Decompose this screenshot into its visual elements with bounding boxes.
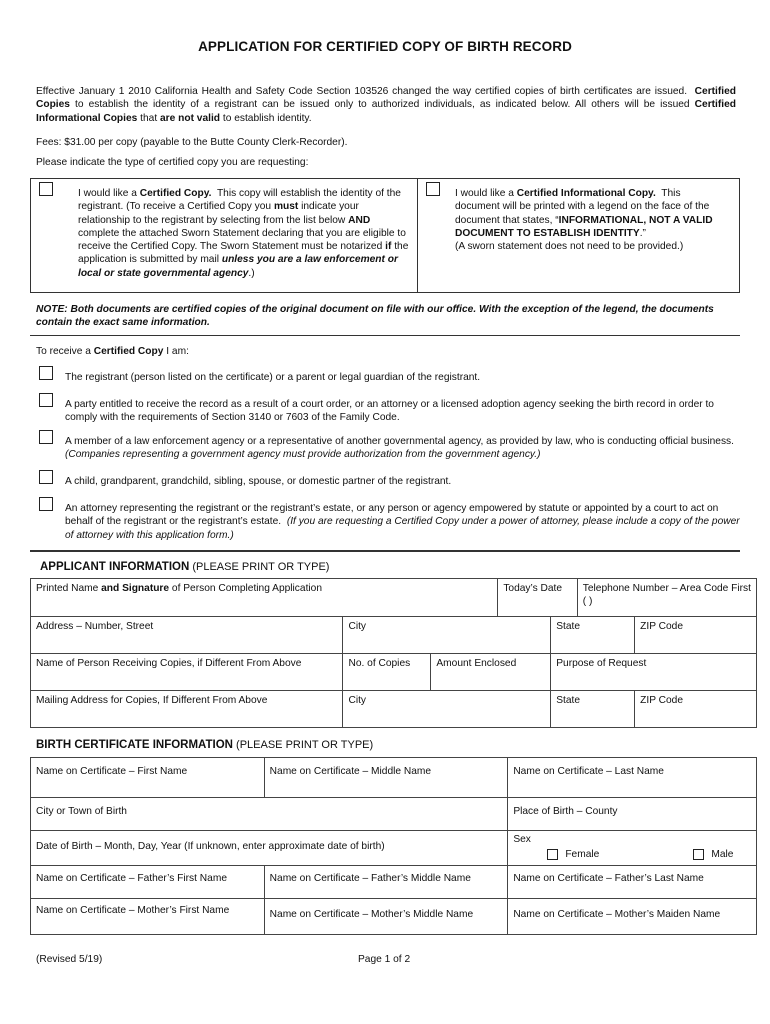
indicate-text: Please indicate the type of certified copy you are requesting: [36,157,309,168]
telephone-field[interactable]: Telephone Number – Area Code First ( ) [577,579,756,617]
eligibility-item-court-order: A party entitled to receive the record as a result of a court order, or an attorney or a licensed adoption agency seeking the birth record in order to comply with the requirements of Section 3140 or 7603 of the Family Code. [65,399,714,424]
revised-date: (Revised 5/19) [36,954,103,965]
section-divider [30,550,740,552]
city-field[interactable]: City [343,617,551,654]
todays-date-field[interactable]: Today’s Date [498,579,577,617]
eligibility-item-attorney: An attorney representing the registrant or the registrant’s estate, or any person or agency empowered by statute or appointed by a court to act on behalf of the registrant or the registrant’s estate. (If you are requesting a Certified Copy under a power of attorney, please include a copy of the power of attorney with this application form.) [65,503,740,541]
eligibility-item-law-enforcement: A member of a law enforcement agency or a representative of another governmental agency, as provided by law, who is conducting official business. (Companies representing a government agency must provide authorization from the government agency.) [65,436,734,461]
eligibility-checkbox-court-order[interactable] [39,393,53,407]
birth-section-heading: BIRTH CERTIFICATE INFORMATION (PLEASE PRINT OR TYPE) [36,739,374,751]
eligibility-item-registrant: The registrant (person listed on the certificate) or a parent or legal guardian of the registrant. [65,372,481,383]
amount-enclosed-field[interactable]: Amount Enclosed [431,654,551,691]
applicant-address-table [30,616,757,728]
middle-name-field[interactable]: Name on Certificate – Middle Name [264,758,508,798]
eligibility-item-relative: A child, grandparent, grandchild, sibling, spouse, or domestic partner of the registrant. [65,476,452,487]
informational-copy-description: I would like a Certified Informational Copy. This document will be printed with a legend on the face of the document that states, “INFORMATIONAL, NOT A VALID DOCUMENT TO ESTABLISH IDENTITY.” (A sworn statement does not need to be provided.) [455,188,713,252]
city-of-birth-field[interactable]: City or Town of Birth [31,798,508,831]
mailing-city-field[interactable]: City [343,691,551,728]
mother-maiden-name-field[interactable]: Name on Certificate – Mother’s Maiden Name [508,899,757,935]
applicant-table [30,578,757,617]
fees-text: Fees: $31.00 per copy (payable to the Butte County Clerk-Recorder). [36,137,348,148]
note-text: NOTE: Both documents are certified copies of the original document on file with our office. With the exception of the legend, the documents contain the exact same information. [36,304,714,329]
no-copies-field[interactable]: No. of Copies [343,654,431,691]
state-field[interactable]: State [551,617,635,654]
eligibility-checkbox-law-enforcement[interactable] [39,430,53,444]
certified-copy-description: I would like a Certified Copy. This copy will establish the identity of the registrant. (To receive a Certified Copy you must indicate your relationship to the registrant by selecting from the list below AND complete the attached Sworn Statement declaring that you are eligible to receive the Certified Copy. The Sworn Statement must be notarized if the application is submitted by mail unless you are a law enforcement or local or state governmental agency.) [78,188,409,279]
sex-field: Sex Female Male [508,831,757,866]
first-name-field[interactable]: Name on Certificate – First Name [31,758,265,798]
divider [30,335,740,336]
page-title: APPLICATION FOR CERTIFIED COPY OF BIRTH RECORD [198,39,572,54]
address-field[interactable]: Address – Number, Street [31,617,343,654]
eligibility-checkbox-attorney[interactable] [39,497,53,511]
female-label: Female [565,849,600,861]
date-of-birth-field[interactable]: Date of Birth – Month, Day, Year (If unknown, enter approximate date of birth) [31,831,508,866]
eligibility-checkbox-registrant[interactable] [39,366,53,380]
mailing-zip-field[interactable]: ZIP Code [635,691,757,728]
purpose-field[interactable]: Purpose of Request [551,654,757,691]
receiving-name-field[interactable]: Name of Person Receiving Copies, if Different From Above [31,654,343,691]
eligibility-intro: To receive a Certified Copy I am: [36,346,189,357]
last-name-field[interactable]: Name on Certificate – Last Name [508,758,757,798]
county-of-birth-field[interactable]: Place of Birth – County [508,798,757,831]
male-checkbox[interactable] [693,849,704,860]
father-middle-name-field[interactable]: Name on Certificate – Father’s Middle Name [264,866,508,899]
printed-name-field[interactable]: Printed Name and Signature of Person Completing Application [31,579,498,617]
father-first-name-field[interactable]: Name on Certificate – Father’s First Name [31,866,265,899]
certified-copy-checkbox[interactable] [39,182,53,196]
male-label: Male [711,849,734,861]
eligibility-checkbox-relative[interactable] [39,470,53,484]
mailing-address-field[interactable]: Mailing Address for Copies, If Different From Above [31,691,343,728]
father-last-name-field[interactable]: Name on Certificate – Father’s Last Name [508,866,757,899]
applicant-section-heading: APPLICANT INFORMATION (PLEASE PRINT OR TYPE) [40,561,330,573]
birth-table [30,757,757,935]
female-checkbox[interactable] [547,849,558,860]
mother-first-name-field[interactable]: Name on Certificate – Mother’s First Name [31,899,265,935]
informational-copy-checkbox[interactable] [426,182,440,196]
zip-field[interactable]: ZIP Code [635,617,757,654]
page-number: Page 1 of 2 [358,954,411,965]
mailing-state-field[interactable]: State [551,691,635,728]
mother-middle-name-field[interactable]: Name on Certificate – Mother’s Middle Name [264,899,508,935]
intro-paragraph: Effective January 1 2010 California Health and Safety Code Section 103526 changed the way certified copies of birth certificates are issued. Certified Copies to establish the identity of a registrant can be issued only to authorized individuals, as indicated below. All others will be issued Certified Informational Copies that are not valid to establish identity. [36,86,736,124]
